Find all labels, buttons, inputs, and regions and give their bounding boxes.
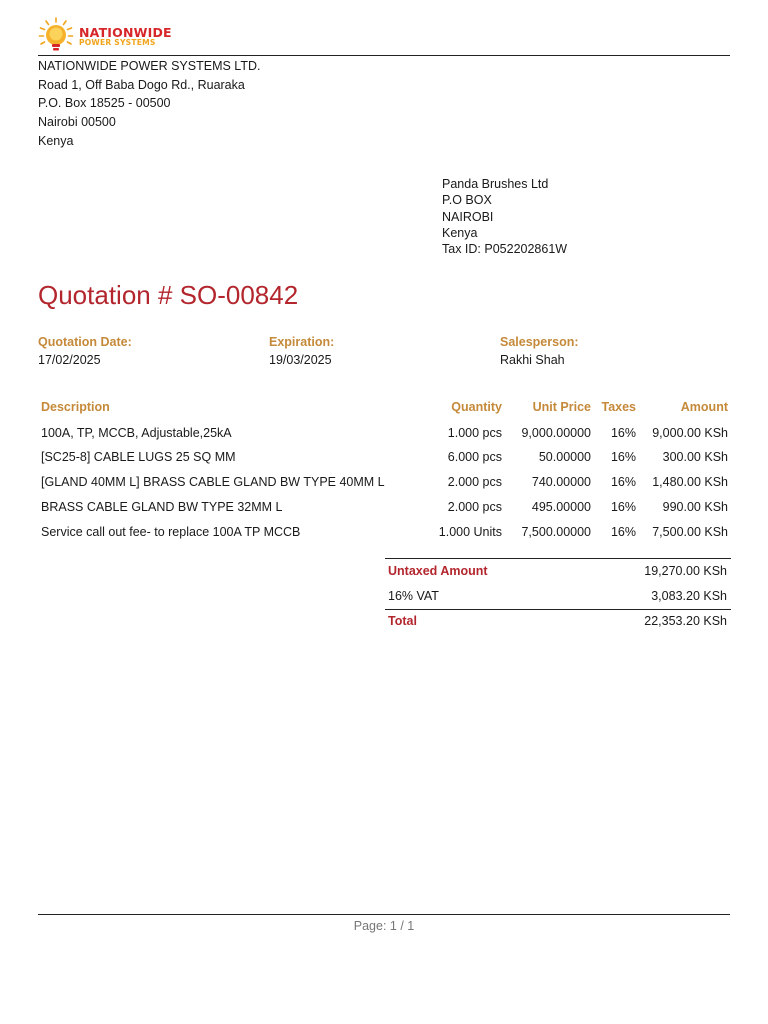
logo-text-line1: NATIONWIDE [79,25,172,40]
row-taxes: 16% [610,475,636,489]
vat-label: 16% VAT [388,589,439,603]
company-name: NATIONWIDE POWER SYSTEMS LTD. [38,59,261,73]
row-description: 100A, TP, MCCB, Adjustable,25kA [41,426,232,440]
row-unit-price: 9,000.00000 [521,426,591,440]
row-unit-price: 740.00000 [531,475,591,489]
row-taxes: 16% [610,525,636,539]
quotation-title: Quotation # SO-00842 [38,280,299,310]
row-amount: 300.00 KSh [662,450,728,464]
footer-divider [38,914,730,915]
column-header-taxes: Taxes [601,400,636,414]
row-quantity: 2.000 pcs [447,475,502,489]
totals-top-divider [385,558,731,559]
customer-address-block [442,176,567,257]
customer-tax-id: Tax ID: P052202861W [442,242,568,257]
row-amount: 990.00 KSh [662,500,728,514]
row-taxes: 16% [610,450,636,464]
row-unit-price: 50.00000 [538,450,591,464]
company-address-block [38,57,260,151]
untaxed-amount-value: 19,270.00 KSh [644,564,727,578]
untaxed-amount-label: Untaxed Amount [388,564,488,578]
expiration-label: Expiration: [269,335,335,349]
expiration-value: 19/03/2025 [269,353,332,367]
customer-address: P.O BOX [442,193,492,208]
quotation-date-label: Quotation Date: [38,335,132,349]
row-amount: 7,500.00 KSh [652,525,728,539]
row-quantity: 6.000 pcs [447,450,502,464]
column-header-amount: Amount [680,400,728,414]
row-description: BRASS CABLE GLAND BW TYPE 32MM L [41,500,283,514]
row-quantity: 1.000 Units [438,525,502,539]
customer-city: NAIROBI [442,209,494,224]
row-quantity: 1.000 pcs [447,426,502,440]
total-label: Total [388,614,417,628]
row-quantity: 2.000 pcs [447,500,502,514]
salesperson-value: Rakhi Shah [500,353,565,367]
quotation-date-value: 17/02/2025 [38,353,101,367]
vat-value: 3,083.20 KSh [651,589,727,603]
total-value: 22,353.20 KSh [644,614,727,628]
customer-name: Panda Brushes Ltd [442,177,549,191]
logo-text-line2: POWER SYSTEMS [79,38,156,47]
totals-mid-divider [385,609,731,610]
column-header-quantity: Quantity [451,400,502,414]
row-description: [SC25-8] CABLE LUGS 25 SQ MM [41,450,236,464]
customer-country: Kenya [442,225,478,240]
row-unit-price: 495.00000 [531,500,591,514]
sun-bulb-logo-icon [38,16,178,54]
company-address-line1: Road 1, Off Baba Dogo Rd., Ruaraka [38,77,245,92]
row-unit-price: 7,500.00000 [521,525,591,539]
column-header-unit-price: Unit Price [532,400,591,414]
company-address-line2: P.O. Box 18525 - 00500 [38,96,171,111]
company-country: Kenya [38,133,74,148]
header-divider [38,55,730,56]
row-description: [GLAND 40MM L] BRASS CABLE GLAND BW TYPE 40MM L [41,475,385,489]
column-header-description: Description [41,400,110,414]
row-amount: 1,480.00 KSh [652,475,728,489]
row-description: Service call out fee- to replace 100A TP MCCB [41,525,301,539]
page-number: Page: 1 / 1 [353,919,415,933]
salesperson-label: Salesperson: [500,335,579,349]
row-amount: 9,000.00 KSh [652,426,728,440]
company-city: Nairobi 00500 [38,115,116,130]
company-logo [38,16,178,54]
row-taxes: 16% [610,426,636,440]
row-taxes: 16% [610,500,636,514]
